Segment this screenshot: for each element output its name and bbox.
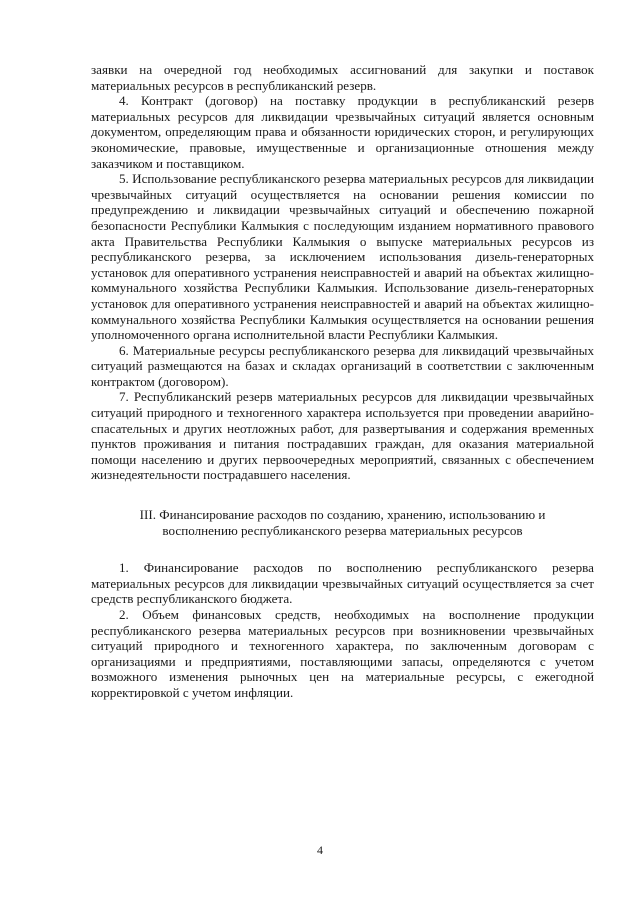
section-heading (91, 507, 594, 538)
paragraph-item-7: 7. Республиканский резерв материальных ресурсов для ликвидации чрезвычайных ситуаций природного и техногенного характера используется при проведении аварийно-спасательных и других неотложных работ, для развертывания и содержания временных пунктов проживания и питания пострадавших граждан, для оказания материальной помощи населению и других первоочередных мероприятий, связанных с обеспечением жизнедеятельности пострадавшего населения. (91, 389, 594, 483)
section-heading-line-2: восполнению республиканского резерва материальных ресурсов (162, 522, 523, 538)
paragraph-section3-item-2: 2. Объем финансовых средств, необходимых на восполнение продукции республиканского резерва материальных ресурсов при возникновении чрезвычайных ситуаций природного и техногенного характера, по заключенным договорам с организациями и предприятиями, поставляющими запасы, определяются с учетом возможного изменения рыночных цен на материальные ресурсы, с ежегодной корректировкой с учетом инфляции. (91, 607, 594, 700)
paragraph-item-5: 5. Использование республиканского резерва материальных ресурсов для ликвидации чрезвычайных ситуаций осуществляется на основании решения комиссии по предупреждению и ликвидации чрезвычайных ситуаций и обеспечению пожарной безопасности Республики Калмыкия с последующим изданием нормативного правового акта Правительства Республики Калмыкия о выпуске материальных ресурсов из республиканского резерва, за исключением использования дизель-генераторных установок для оперативного устранения неисправностей и аварий на объектах жилищно-коммунального хозяйства Республики Калмыкия. Использование дизель-генераторных установок для оперативного устранения неисправностей и аварий на объектах жилищно-коммунального хозяйства Республики Калмыкия осуществляется на основании решения уполномоченного органа исполнительной власти Республики Калмыкия. (91, 171, 594, 343)
paragraph-section3-item-1: 1. Финансирование расходов по восполнению республиканского резерва материальных ресурсов для ликвидации чрезвычайных ситуаций осуществляется за счет средств республиканского бюджета. (91, 560, 594, 607)
section-heading-line-1: III. Финансирование расходов по созданию, хранению, использованию и (139, 507, 546, 523)
page-number: 4 (317, 843, 323, 857)
paragraph-item-6: 6. Материальные ресурсы республиканского резерва для ликвидаций чрезвычайных ситуаций размещаются на базах и складах организаций в соответствии с заключенным контрактом (договором). (91, 342, 594, 389)
paragraph-continuation: заявки на очередной год необходимых ассигнований для закупки и поставок материальных ресурсов в республиканский резерв. (91, 62, 594, 93)
paragraph-item-4: 4. Контракт (договор) на поставку продукции в республиканский резерв материальных ресурсов для ликвидации чрезвычайных ситуаций является основным документом, определяющим права и обязанности юридических сторон, и регулирующих экономические, правовые, имущественные и организационные отношения между заказчиком и поставщиком. (91, 93, 594, 171)
document-body (91, 62, 594, 701)
